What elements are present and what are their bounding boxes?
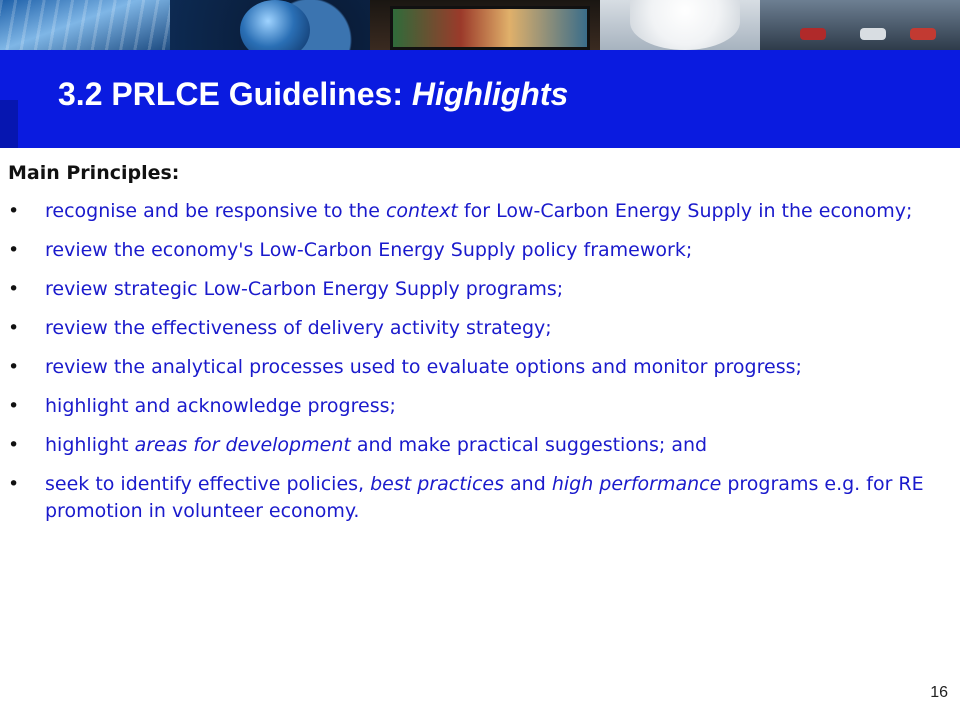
list-item-emphasis: best practices [370, 473, 504, 495]
bullet-icon: • [8, 317, 20, 339]
section-heading: Main Principles: [8, 162, 180, 184]
slide-title-main: 3.2 PRLCE Guidelines: [58, 76, 412, 112]
list-item [8, 354, 952, 381]
bullet-icon: • [8, 473, 20, 495]
list-item-text: highlight and acknowledge progress; [45, 395, 396, 417]
list-item-text: review the economy's Low-Carbon Energy Supply policy framework; [45, 239, 693, 261]
screen-image [390, 6, 590, 50]
title-bar-accent [0, 100, 18, 148]
slide-title [58, 76, 568, 113]
bullet-icon: • [8, 239, 20, 261]
list-item-text: review strategic Low-Carbon Energy Supply programs; [45, 278, 564, 300]
page-number: 16 [930, 684, 948, 701]
list-item [8, 471, 952, 525]
bullet-icon: • [8, 356, 20, 378]
list-item-emphasis: high performance [551, 473, 722, 495]
car-image [910, 28, 936, 40]
car-image [860, 28, 886, 40]
principles-list [8, 198, 952, 525]
list-item [8, 276, 952, 303]
list-item [8, 393, 952, 420]
car-image [800, 28, 826, 40]
list-item-text: and [504, 473, 552, 495]
slide-title-italic: Highlights [411, 76, 569, 112]
list-item-text: review the analytical processes used to evaluate options and monitor progress; [45, 356, 802, 378]
bullet-icon: • [8, 434, 20, 456]
list-item-text: recognise and be responsive to the [45, 200, 386, 222]
bullet-icon: • [8, 278, 20, 300]
list-item [8, 432, 952, 459]
bullet-icon: • [8, 395, 20, 417]
list-item-text: programs e.g. for RE promotion in volunteer economy. [45, 473, 924, 522]
list-item-text: review the effectiveness of delivery activity strategy; [45, 317, 552, 339]
list-item [8, 315, 952, 342]
list-item [8, 198, 952, 225]
list-item-text: for Low-Carbon Energy Supply in the economy; [457, 200, 913, 222]
slide-content [8, 160, 952, 537]
traffic-photo [760, 0, 960, 50]
bullet-icon: • [8, 200, 20, 222]
list-item-text: highlight [45, 434, 135, 456]
skyscraper-photo [0, 0, 170, 50]
list-item-emphasis: areas for development [134, 434, 351, 456]
list-item-text: and make practical suggestions; and [350, 434, 708, 456]
list-item-emphasis: context [385, 200, 458, 222]
list-item-text: seek to identify effective policies, [45, 473, 371, 495]
header-photo-collage [0, 0, 960, 50]
list-item [8, 237, 952, 264]
